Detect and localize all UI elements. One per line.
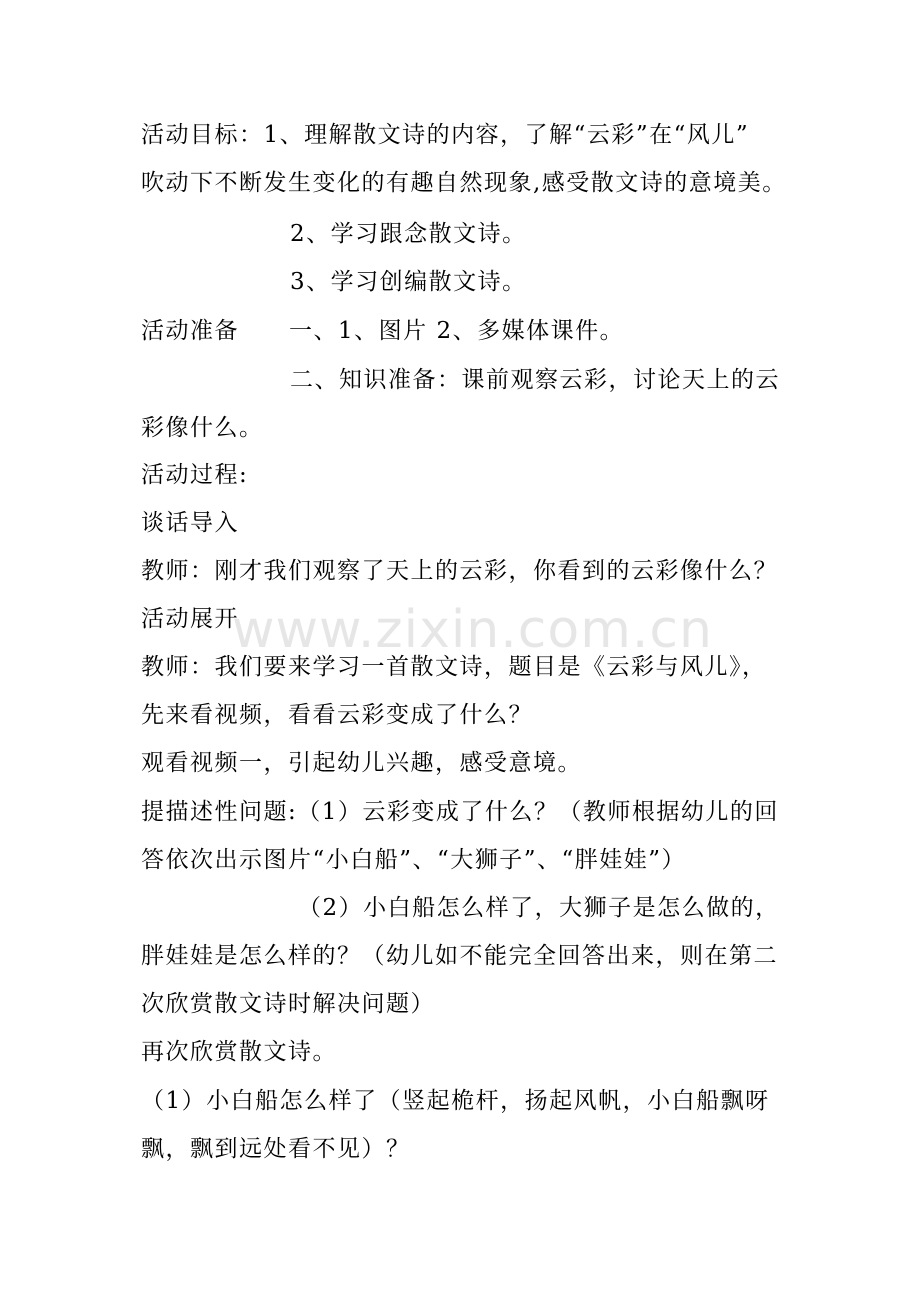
teacher-line-2: 教师：我们要来学习一首散文诗，题目是《云彩与风儿》， — [141, 654, 767, 680]
preparation-line — [141, 316, 624, 346]
goal-line-1: 活动目标：1、理解散文诗的内容，了解“云彩”在“风儿” — [141, 122, 750, 148]
goal-line-2: 吹动下不断发生变化的有趣自然现象,感受散文诗的意境美。 — [141, 170, 787, 196]
goal-item-3: 3、学习创编散文诗。 — [290, 269, 527, 295]
preparation-item-1: 一、1、图片 2、多媒体课件。 — [289, 318, 625, 344]
watermark: www.zixin.com.cn — [232, 600, 713, 660]
video-line: 观看视频一，引起幼儿兴趣，感受意境。 — [141, 750, 582, 776]
question-line-2-cont: 胖娃娃是怎么样的？（幼儿如不能完全回答出来，则在第二 — [141, 943, 778, 969]
preparation-item-2-cont: 彩像什么。 — [141, 415, 264, 441]
question-line-1-cont: 答依次出示图片“小白船”、“大狮子”、“胖娃娃”） — [141, 847, 687, 873]
question-line-2-end: 次欣赏散文诗时解决问题） — [141, 991, 435, 1017]
process-heading: 活动过程: — [141, 462, 249, 488]
teacher-line-2-cont: 先来看视频，看看云彩变成了什么？ — [141, 702, 533, 728]
preparation-label: 活动准备 — [141, 318, 239, 344]
question-line-2: （2）小白船怎么样了，大狮子是怎么做的， — [298, 895, 780, 921]
sub-question-1-cont: 飘，飘到远处看不见）？ — [141, 1136, 411, 1162]
section-develop: 活动展开 — [141, 606, 239, 632]
teacher-line-1: 教师：刚才我们观察了天上的云彩，你看到的云彩像什么？ — [141, 558, 778, 584]
section-intro: 谈话导入 — [141, 510, 239, 536]
sub-question-1: （1）小白船怎么样了（竖起桅杆，扬起风帆，小白船飘呀 — [141, 1088, 770, 1114]
question-line-1: 提描述性问题:（1）云彩变成了什么？（教师根据幼儿的回 — [141, 799, 779, 825]
goal-item-2: 2、学习跟念散文诗。 — [290, 221, 527, 247]
reappreciate-line: 再次欣赏散文诗。 — [141, 1039, 337, 1065]
preparation-item-2: 二、知识准备：课前观察云彩，讨论天上的云 — [290, 367, 780, 393]
